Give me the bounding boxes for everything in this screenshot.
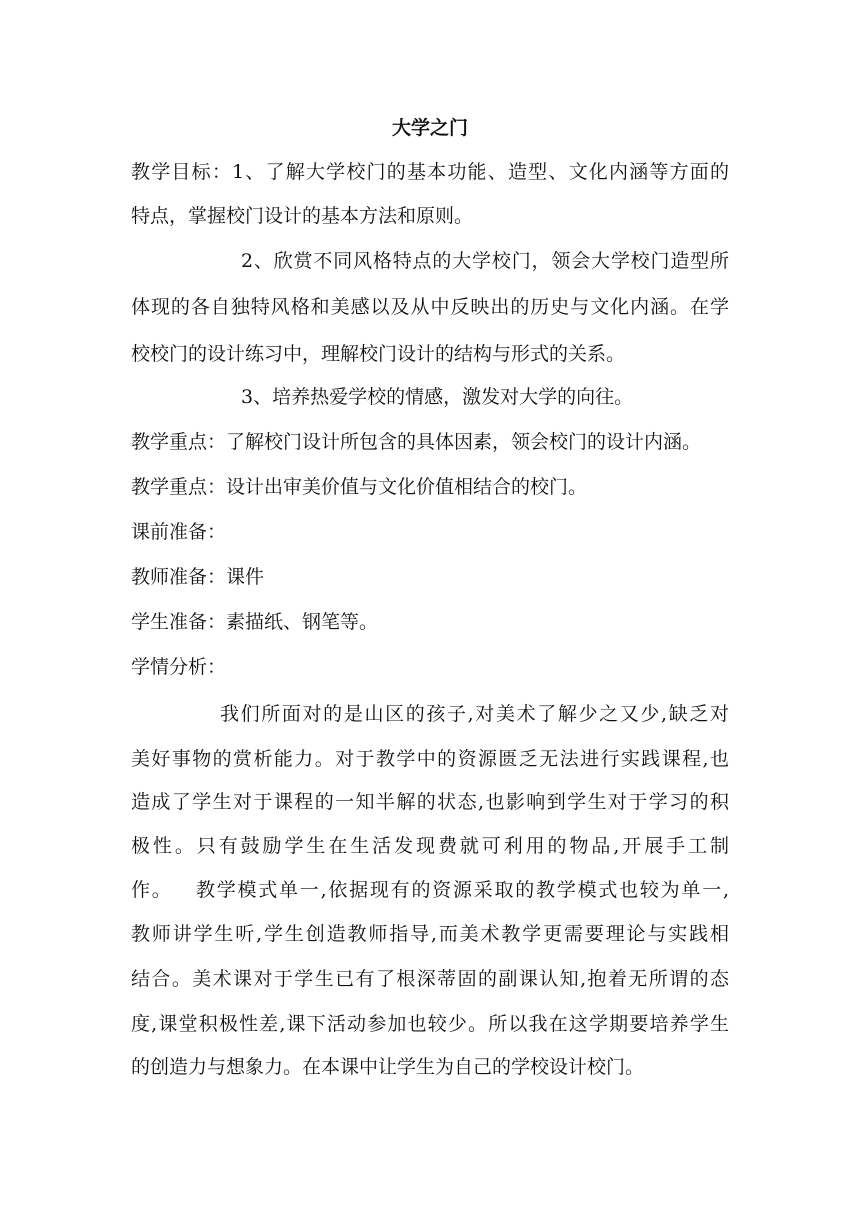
- analysis-line: 作。 教学模式单一,依据现有的资源采取的教学模式也较为单一,: [131, 879, 729, 901]
- objectives-line: 体现的各自独特风格和美感以及从中反映出的历史与文化内涵。在学: [131, 296, 729, 318]
- analysis-line: 的创造力与想象力。在本课中让学生为自己的学校设计校门。: [131, 1056, 645, 1078]
- objectives-line: 特点，掌握校门设计的基本方法和原则。: [131, 205, 474, 227]
- analysis-line: 我们所面对的是山区的孩子,对美术了解少之又少,缺乏对: [220, 703, 729, 725]
- objectives-line: 教学目标：1、了解大学校门的基本功能、造型、文化内涵等方面的: [131, 161, 729, 183]
- teacher-prep: 教师准备：课件: [131, 566, 265, 588]
- analysis-line: 极性。只有鼓励学生在生活发现费就可利用的物品,开展手工制: [131, 835, 729, 857]
- analysis-heading: 学情分析：: [131, 656, 227, 678]
- prep-heading: 课前准备：: [131, 521, 227, 543]
- difficult-point: 教学重点：设计出审美价值与文化价值相结合的校门。: [131, 476, 588, 498]
- document-title: 大学之门: [391, 117, 468, 139]
- objectives-line: 校校门的设计练习中，理解校门设计的结构与形式的关系。: [131, 343, 626, 365]
- key-point: 教学重点：了解校门设计所包含的具体因素，领会校门的设计内涵。: [131, 431, 702, 453]
- analysis-line: 教师讲学生听,学生创造教师指导,而美术教学更需要理论与实践相: [131, 923, 729, 945]
- analysis-line: 结合。美术课对于学生已有了根深蒂固的副课认知,抱着无所谓的态: [131, 968, 729, 990]
- student-prep: 学生准备：素描纸、钢笔等。: [131, 611, 379, 633]
- analysis-line: 美好事物的赏析能力。对于教学中的资源匮乏无法进行实践课程,也: [131, 748, 729, 770]
- objectives-line: 3、培养热爱学校的情感，激发对大学的向往。: [241, 386, 634, 408]
- objectives-line: 2、欣赏不同风格特点的大学校门，领会大学校门造型所: [241, 250, 729, 272]
- analysis-line: 造成了学生对于课程的一知半解的状态,也影响到学生对于学习的积: [131, 791, 729, 813]
- analysis-line: 度,课堂积极性差,课下活动参加也较少。所以我在这学期要培养学生: [131, 1013, 729, 1035]
